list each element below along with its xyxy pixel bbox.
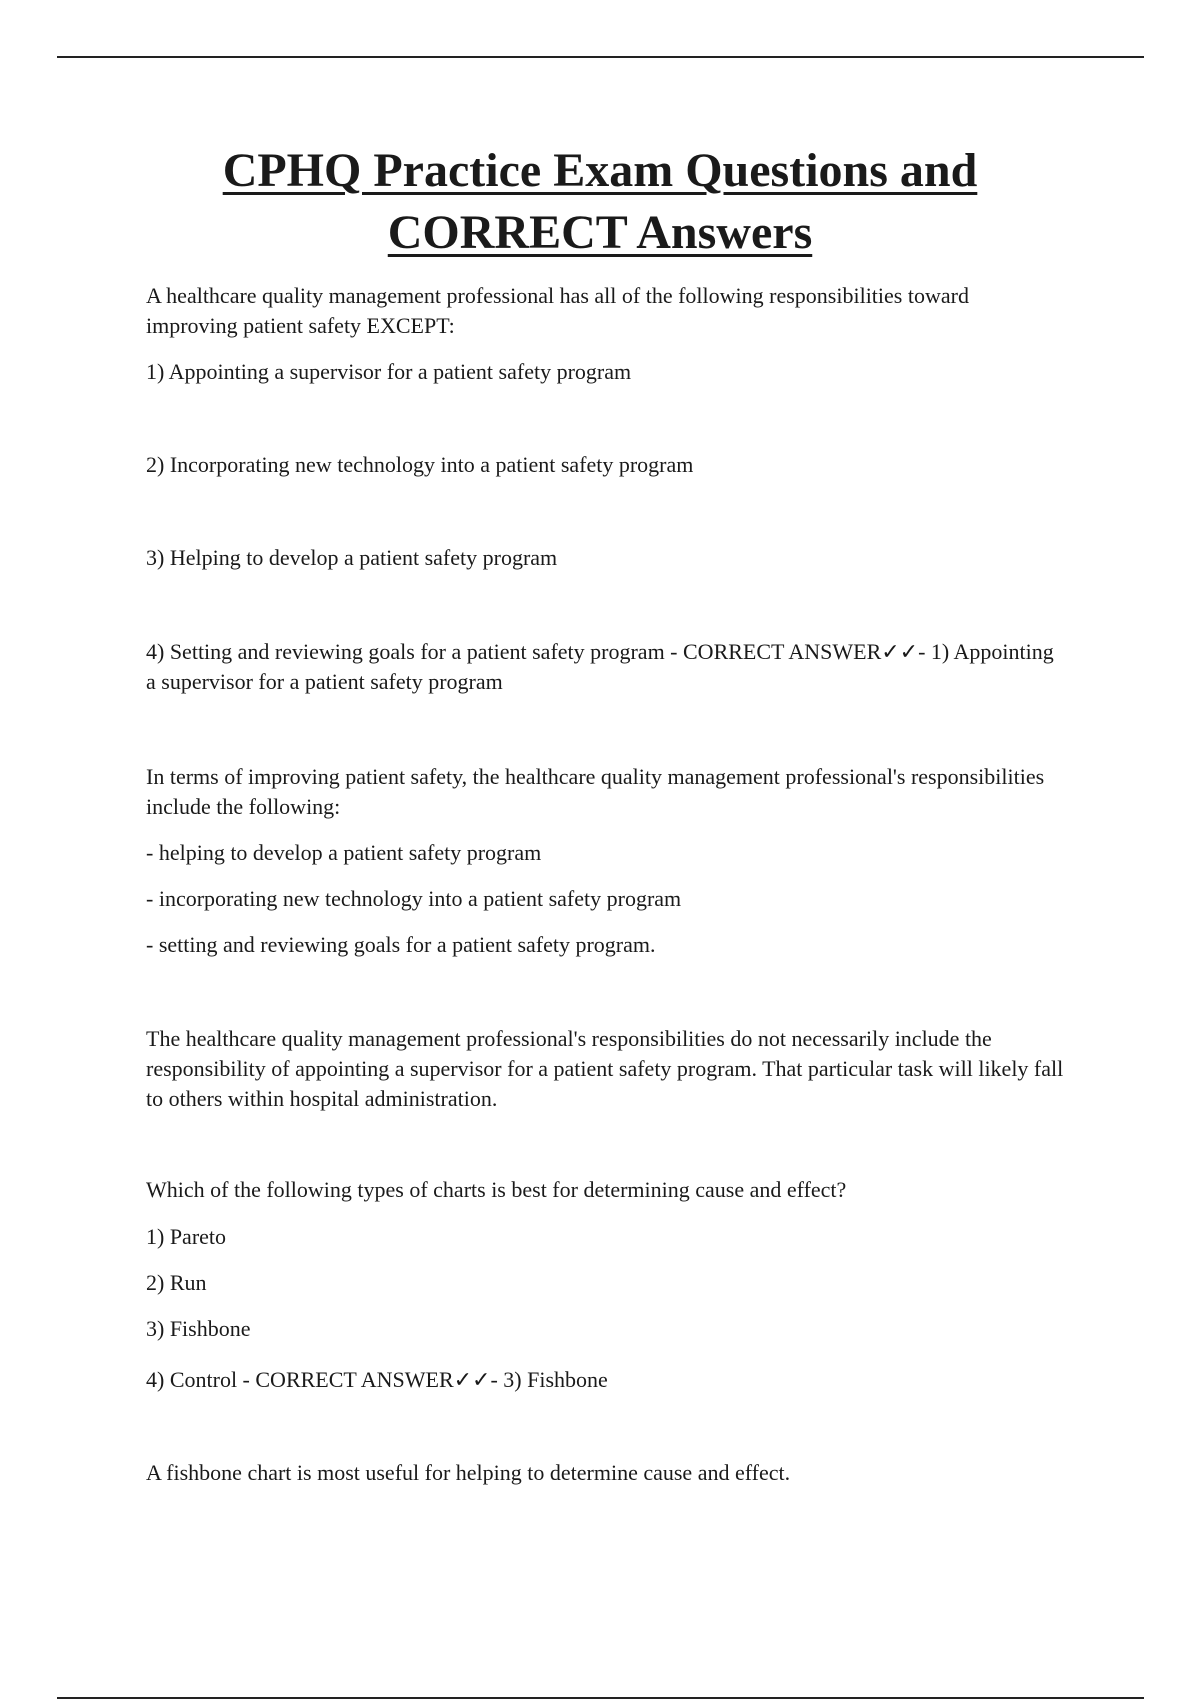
title-line-1: CPHQ Practice Exam Questions and	[222, 144, 978, 197]
q1-bullet-2: - incorporating new technology into a patient safety program	[146, 886, 682, 911]
q1-bullet-1: - helping to develop a patient safety program	[146, 840, 542, 865]
q2-option-2: 2) Run	[146, 1270, 207, 1295]
q2-explanation: A fishbone chart is most useful for helping to determine cause and effect.	[146, 1460, 791, 1485]
q2-option-4-answer: 4) Control - CORRECT ANSWER✓✓- 3) Fishbone	[146, 1367, 608, 1392]
q1-explanation-intro: In terms of improving patient safety, the healthcare quality management professional's responsibilities include the following:	[146, 764, 1045, 819]
q1-bullet-3: - setting and reviewing goals for a patient safety program.	[146, 932, 656, 957]
q2-option-3: 3) Fishbone	[146, 1316, 251, 1341]
q1-option-2: 2) Incorporating new technology into a patient safety program	[146, 452, 694, 477]
q1-option-4-answer: 4) Setting and reviewing goals for a patient safety program - CORRECT ANSWER✓✓- 1) Appointing a supervisor for a patient safety program	[146, 639, 1054, 694]
footer-rule	[57, 1697, 1144, 1699]
q1-option-1: 1) Appointing a supervisor for a patient safety program	[146, 359, 632, 384]
title-line-2: CORRECT Answers	[387, 206, 813, 259]
q1-option-3: 3) Helping to develop a patient safety program	[146, 545, 558, 570]
q1-stem: A healthcare quality management professional has all of the following responsibilities toward improving patient safety EXCEPT:	[146, 283, 969, 338]
header-rule	[57, 56, 1144, 58]
q1-explanation-close: The healthcare quality management professional's responsibilities do not necessarily include the responsibility of appointing a supervisor for a patient safety program. That particular task will likely fall to others within hospital administration.	[146, 1026, 1064, 1111]
q2-stem: Which of the following types of charts is best for determining cause and effect?	[146, 1177, 847, 1202]
page-title	[100, 140, 1100, 264]
q2-option-1: 1) Pareto	[146, 1224, 227, 1249]
